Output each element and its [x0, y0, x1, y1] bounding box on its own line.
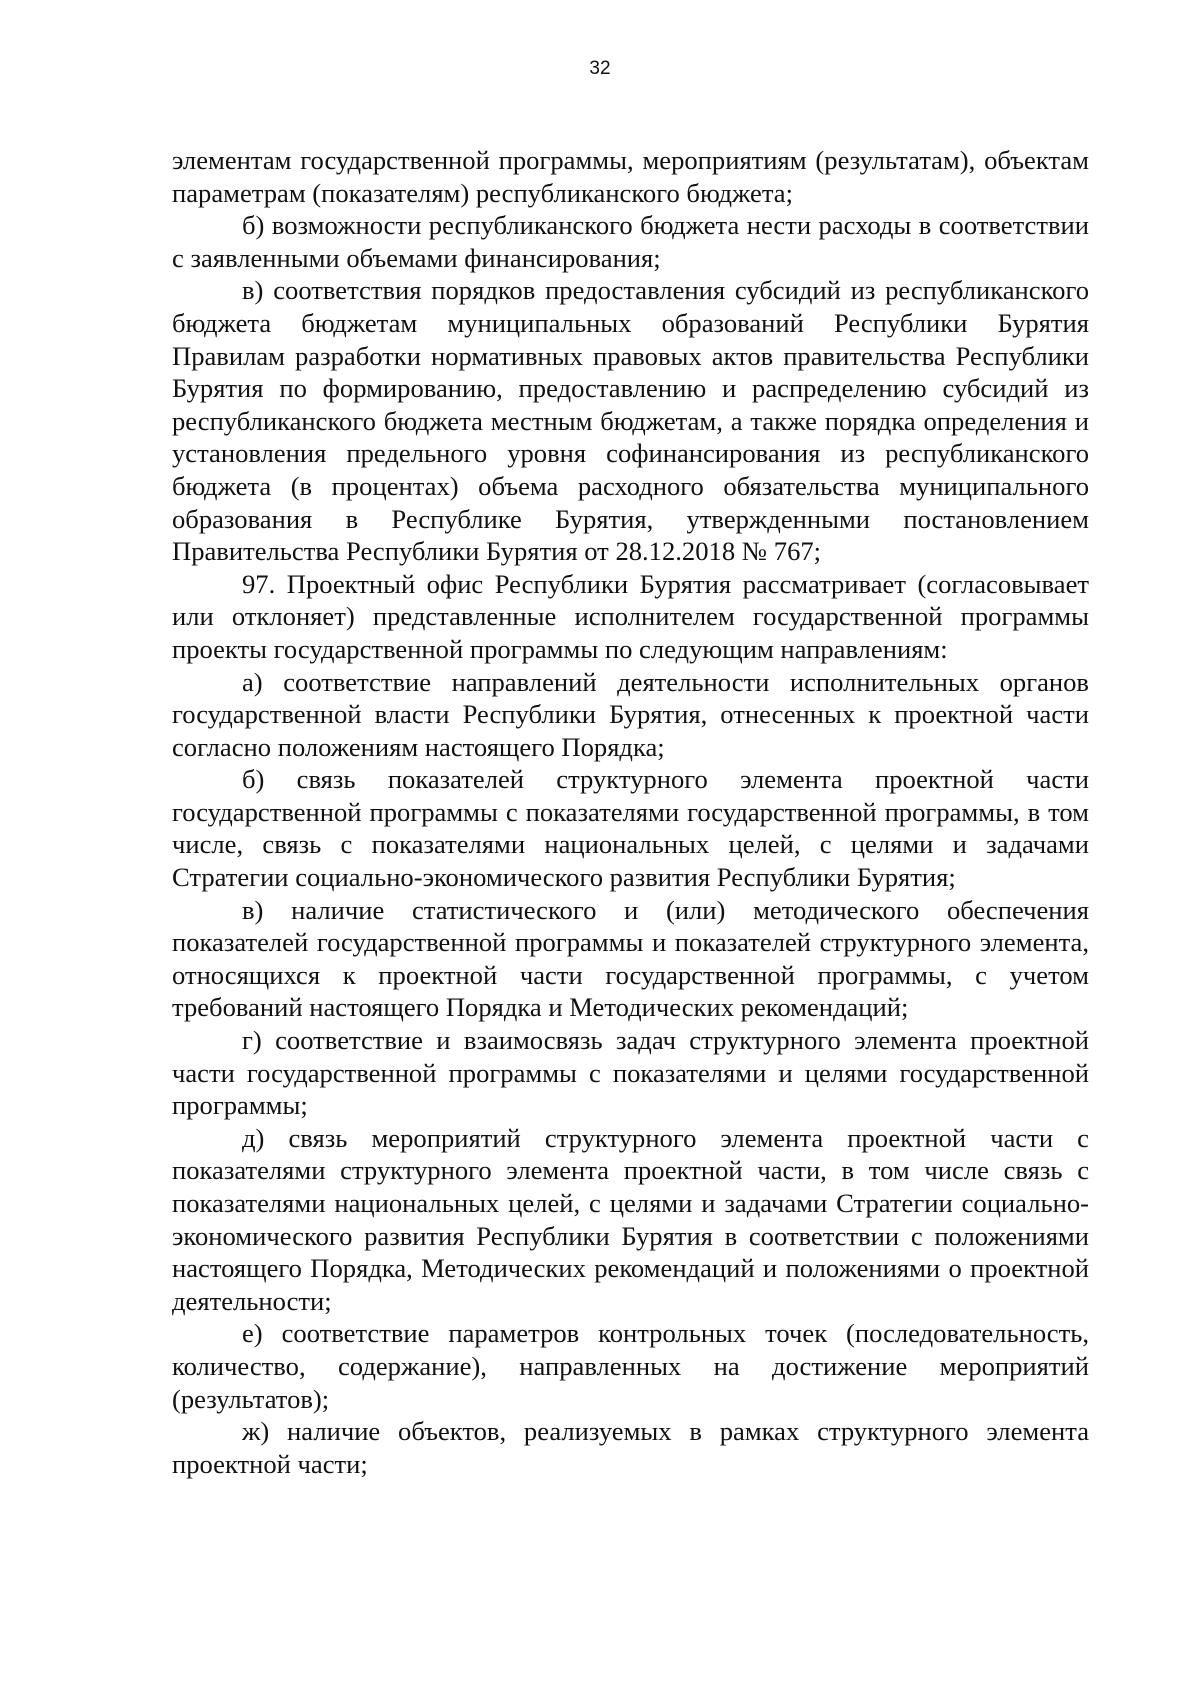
paragraph-label: д) — [242, 1122, 265, 1153]
paragraph-item-g — [172, 1024, 1089, 1122]
paragraph-item-b2 — [172, 763, 1089, 893]
paragraph-label: ж) — [242, 1416, 270, 1447]
paragraph-text: связь мероприятий структурного элемента проектной части с показателями структурного элемента проектной части, в том числе связь с показателями национальных целей, с целями и задачами Стратегии социально-экономического развития Республики Бурятия в соответствии с положениями настоящего Порядка, Методических рекомендаций и положениями о проектной деятельности; — [172, 1122, 1089, 1316]
paragraph-label: в) — [242, 275, 264, 306]
paragraph-label: е) — [242, 1318, 263, 1349]
paragraph-97 — [172, 568, 1089, 666]
paragraph-text: элементам государственной программы, мероприятиям (результатам), объектам параметрам (показателям) республиканского бюджета; — [172, 145, 1089, 208]
paragraph-text: наличие статистического и (или) методического обеспечения показателей государственной программы и показателей структурного элемента, относящихся к проектной части государственной программы, с учетом требований настоящего Порядка и Методических рекомендаций; — [172, 894, 1089, 1023]
paragraph-text: возможности республиканского бюджета нести расходы в соответствии с заявленными объемами финансирования; — [172, 210, 1089, 273]
paragraph-text: соответствие и взаимосвязь задач структурного элемента проектной части государственной программы с показателями и целями государственной программы; — [172, 1025, 1090, 1121]
paragraph-item-e — [172, 1317, 1089, 1415]
paragraph-label: 97. — [242, 568, 276, 599]
paragraph-continuation — [172, 144, 1089, 209]
paragraph-label: а) — [242, 666, 263, 697]
paragraph-text: соответствие направлений деятельности исполнительных органов государственной власти Республики Бурятия, отнесенных к проектной части согласно положениям настоящего Порядка; — [172, 666, 1089, 762]
paragraph-text: связь показателей структурного элемента проектной части государственной программы с показателями государственной программы, в том числе, связь с показателями национальных целей, с целями и задачами Стратегии социально-экономического развития Республики Бурятия; — [172, 764, 1089, 893]
paragraph-item-a — [172, 666, 1089, 764]
paragraph-text: соответствия порядков предоставления субсидий из республиканского бюджета бюджетам муниципальных образований Республики Бурятия Правилам разработки нормативных правовых актов правительства Республики Бурятия по формированию, предоставлению и распределению субсидий из республиканского бюджета местным бюджетам, а также порядка определения и установления предельного уровня софинансирования из республиканского бюджета (в процентах) объема расходного обязательства муниципального образования в Республике Бурятия, утвержденными постановлением Правительства Республики Бурятия от 28.12.2018 № 767; — [172, 275, 1089, 567]
paragraph-label: б) — [242, 210, 265, 241]
paragraph-item-v2 — [172, 894, 1089, 1024]
paragraph-text: наличие объектов, реализуемых в рамках структурного элемента проектной части; — [172, 1416, 1089, 1479]
paragraph-label: г) — [242, 1025, 262, 1056]
document-body — [172, 144, 1089, 1480]
paragraph-item-zh — [172, 1415, 1089, 1480]
paragraph-text: соответствие параметров контрольных точек (последовательность, количество, содержание), направленных на достижение мероприятий (результатов); — [172, 1318, 1089, 1414]
paragraph-item-v — [172, 274, 1089, 567]
paragraph-label: б) — [242, 764, 265, 795]
paragraph-item-d — [172, 1122, 1089, 1318]
paragraph-text: Проектный офис Республики Бурятия рассматривает (согласовывает или отклоняет) представленные исполнителем государственной программы проекты государственной программы по следующим направлениям: — [172, 568, 1089, 664]
page-number: 32 — [589, 58, 611, 79]
paragraph-label: в) — [242, 894, 264, 925]
paragraph-item-b — [172, 209, 1089, 274]
